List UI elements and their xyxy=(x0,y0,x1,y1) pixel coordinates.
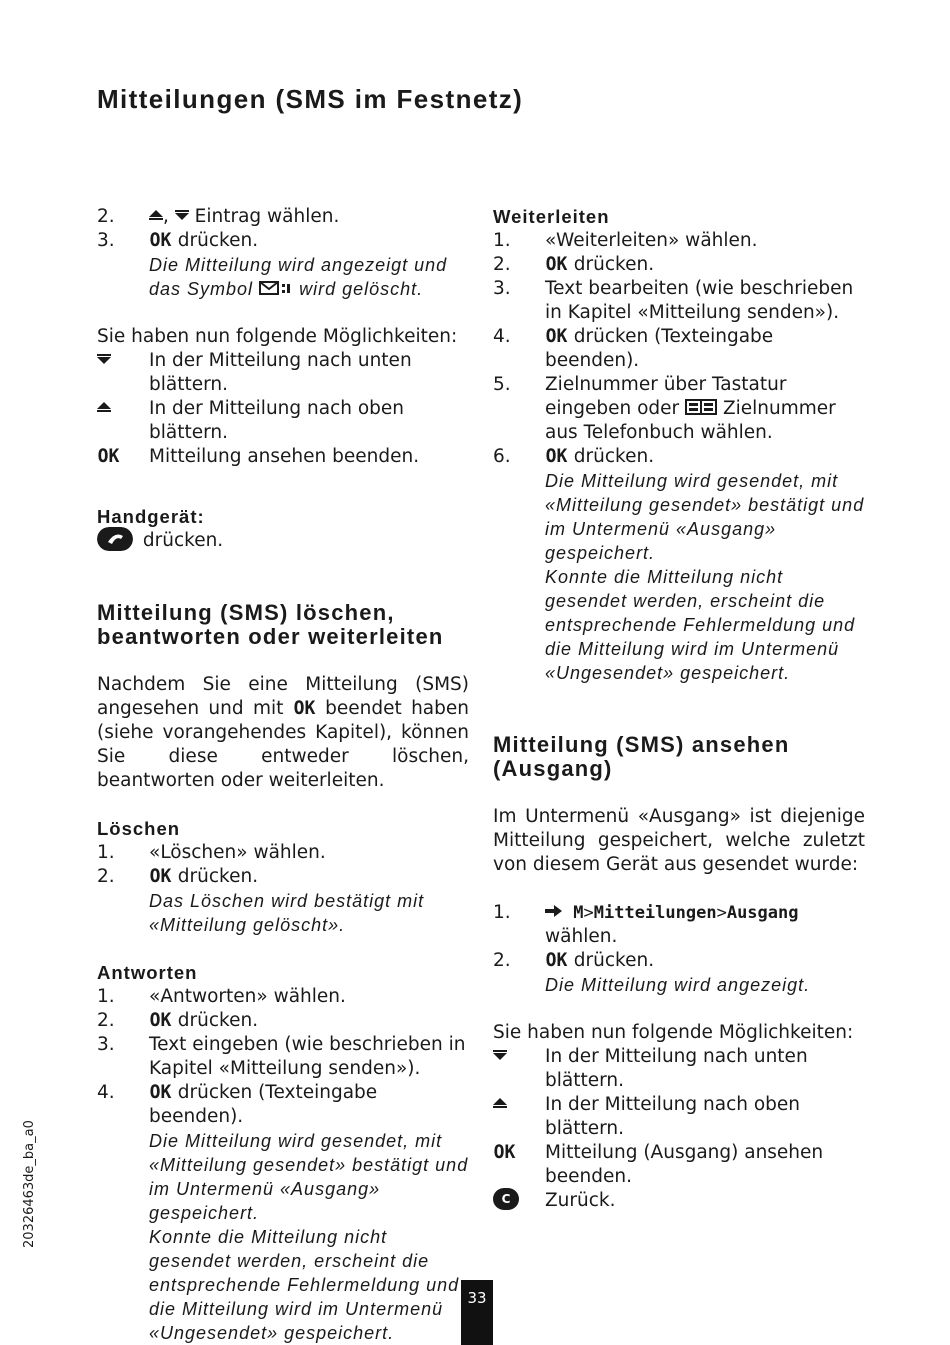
step-text: Text eingeben (wie beschrieben in Kapitel «Mitteilung senden»). xyxy=(149,1034,466,1079)
option-item xyxy=(493,1189,865,1213)
note-text: Konnte die Mitteilung nicht gesendet werden, erscheint die entsprechende Fehlermeldung und die Mitteilung wird im Untermenü «Ungesendet» gespeichert. xyxy=(545,567,856,683)
option-text: Mitteilung (Ausgang) ansehen beenden. xyxy=(545,1142,824,1187)
step-number: 1. xyxy=(493,902,511,923)
up-key-icon xyxy=(493,1098,507,1108)
page-number: 33 xyxy=(467,1289,487,1307)
note-block xyxy=(493,469,865,685)
up-key-icon xyxy=(97,402,111,412)
list-item xyxy=(97,1009,469,1033)
option-text: In der Mitteilung nach unten blättern. xyxy=(545,1046,808,1091)
note-text: Das Löschen wird bestätigt mit «Mitteilung gelöscht». xyxy=(149,891,425,935)
step-text: drücken. xyxy=(177,230,259,251)
step-text: Text bearbeiten (wie beschrieben in Kapitel «Mitteilung senden»). xyxy=(545,278,854,323)
list-item xyxy=(493,949,865,973)
step-number: 1. xyxy=(97,842,115,863)
menu-arrow-icon xyxy=(545,904,563,918)
step-text: wählen. xyxy=(545,926,618,947)
option-text: Zurück. xyxy=(545,1190,616,1211)
step-text: «Weiterleiten» wählen. xyxy=(545,230,758,251)
delete-heading: Löschen xyxy=(97,818,181,839)
note-block xyxy=(97,253,469,301)
section-heading: Mitteilung (SMS) löschen, beantworten oder weiterleiten xyxy=(97,600,444,649)
step-number: 3. xyxy=(97,1034,115,1055)
ok-key-icon: OK xyxy=(545,949,568,971)
note-text: das Symbol xyxy=(149,279,254,299)
note-text: Die Mitteilung wird angezeigt und xyxy=(149,255,448,275)
step-text: drücken. xyxy=(573,446,655,467)
step-text: drücken. xyxy=(177,1010,259,1031)
option-text: In der Mitteilung nach unten blättern. xyxy=(149,350,412,395)
ok-key-icon: OK xyxy=(149,1009,172,1031)
list-item xyxy=(97,1033,469,1081)
list-item xyxy=(97,229,469,253)
step-text: «Löschen» wählen. xyxy=(149,842,326,863)
ok-key-icon: OK xyxy=(545,445,568,467)
note-block xyxy=(493,973,865,997)
list-item xyxy=(493,325,865,373)
note-text: Die Mitteilung wird gesendet, mit «Mitteilung gesendet» bestätigt und im Untermenü «Ausgang» gespeichert. xyxy=(149,1131,469,1223)
option-text: Mitteilung ansehen beenden. xyxy=(149,446,420,467)
step-text: drücken (Texteingabe beenden). xyxy=(149,1082,378,1127)
down-key-icon xyxy=(493,1050,507,1060)
section-intro: Nachdem Sie eine Mitteilung (SMS) angesehen und mit OK beendet haben (siehe vorangehendes Kapitel), können Sie diese entweder löschen, beantworten oder weiterleiten. xyxy=(97,674,469,791)
list-item xyxy=(97,985,469,1009)
option-item xyxy=(97,349,469,397)
list-item xyxy=(493,445,865,469)
step-text: drücken (Texteingabe beenden). xyxy=(545,326,774,371)
page-number-tab xyxy=(461,1280,493,1345)
ok-key-icon: OK xyxy=(149,865,172,887)
down-key-icon xyxy=(175,210,189,220)
step-number: 6. xyxy=(493,446,511,467)
option-item xyxy=(493,1093,865,1141)
ok-key-icon: OK xyxy=(97,445,120,467)
list-item xyxy=(97,865,469,889)
document-code: 20326463de_ba_a0 xyxy=(22,1120,37,1248)
note-block xyxy=(97,1129,469,1345)
up-key-icon xyxy=(149,210,163,220)
step-number: 2. xyxy=(97,1010,115,1031)
ok-key-icon: OK xyxy=(545,253,568,275)
option-item xyxy=(97,397,469,445)
step-number: 4. xyxy=(97,1082,115,1103)
section-heading: Mitteilung (SMS) ansehen (Ausgang) xyxy=(493,732,790,781)
reply-heading: Antworten xyxy=(97,962,198,983)
options-intro: Sie haben nun folgende Möglichkeiten: xyxy=(493,1022,854,1043)
list-item xyxy=(493,229,865,253)
right-column xyxy=(493,205,865,1213)
step-text: «Antworten» wählen. xyxy=(149,986,346,1007)
note-text: Die Mitteilung wird gesendet, mit «Mitteilung gesendet» bestätigt und im Untermenü «Ausgang» gespeichert. xyxy=(545,471,865,563)
step-number: 5. xyxy=(493,374,511,395)
option-item xyxy=(97,445,469,469)
step-text: drücken. xyxy=(573,950,655,971)
step-number: 3. xyxy=(97,230,115,251)
step-text: Eintrag wählen. xyxy=(194,206,340,227)
down-key-icon xyxy=(97,354,111,364)
step-number: 1. xyxy=(493,230,511,251)
c-key-icon: C xyxy=(493,1188,519,1210)
list-item: 2. , Eintrag wählen. xyxy=(97,206,340,227)
step-number: 2. xyxy=(493,254,511,275)
ok-key-icon: OK xyxy=(149,229,172,251)
phonebook-icon xyxy=(685,399,717,415)
forward-heading: Weiterleiten xyxy=(493,206,610,227)
page-title: Mitteilungen (SMS im Festnetz) xyxy=(97,84,524,114)
list-item xyxy=(493,253,865,277)
ok-key-icon: OK xyxy=(149,1081,172,1103)
note-block xyxy=(97,889,469,937)
note-text: Die Mitteilung wird angezeigt. xyxy=(545,975,811,995)
list-item xyxy=(493,373,865,445)
phone-key-icon xyxy=(97,527,133,551)
ok-key-icon: OK xyxy=(545,325,568,347)
list-item xyxy=(97,1081,469,1129)
step-text: Zielnummer über Tastatur eingeben oder xyxy=(545,374,787,419)
handset-line xyxy=(97,529,469,553)
handset-heading: Handgerät: xyxy=(97,506,205,527)
envelope-icon xyxy=(259,280,293,296)
ok-key-icon: OK xyxy=(293,697,316,719)
step-number: 3. xyxy=(493,278,511,299)
options-intro: Sie haben nun folgende Möglichkeiten: xyxy=(97,326,458,347)
list-item xyxy=(493,277,865,325)
step-number: 1. xyxy=(97,986,115,1007)
step-number: 4. xyxy=(493,326,511,347)
section-intro: Im Untermenü «Ausgang» ist diejenige Mitteilung gespeichert, welche zuletzt von diesem Gerät aus gesendet wurde: xyxy=(493,806,865,875)
step-text: Zielnummer aus Telefonbuch wählen. xyxy=(545,398,836,443)
ok-key-icon: OK xyxy=(493,1141,516,1163)
list-item xyxy=(493,901,865,949)
step-number: 2. xyxy=(493,950,511,971)
note-text: Konnte die Mitteilung nicht gesendet werden, erscheint die entsprechende Fehlermeldung und die Mitteilung wird im Untermenü «Ungesendet» gespeichert. xyxy=(149,1227,460,1343)
step-number: 2. xyxy=(97,206,115,227)
handset-text: drücken. xyxy=(142,530,224,551)
step-number: 2. xyxy=(97,866,115,887)
option-text: In der Mitteilung nach oben blättern. xyxy=(545,1094,801,1139)
note-text: wird gelöscht. xyxy=(299,279,424,299)
list-item xyxy=(97,841,469,865)
option-item xyxy=(493,1045,865,1093)
step-text: drücken. xyxy=(573,254,655,275)
left-column xyxy=(97,205,469,1345)
step-text: drücken. xyxy=(177,866,259,887)
menu-path: M>Mitteilungen>Ausgang xyxy=(545,903,798,923)
option-item xyxy=(493,1141,865,1189)
option-text: In der Mitteilung nach oben blättern. xyxy=(149,398,405,443)
